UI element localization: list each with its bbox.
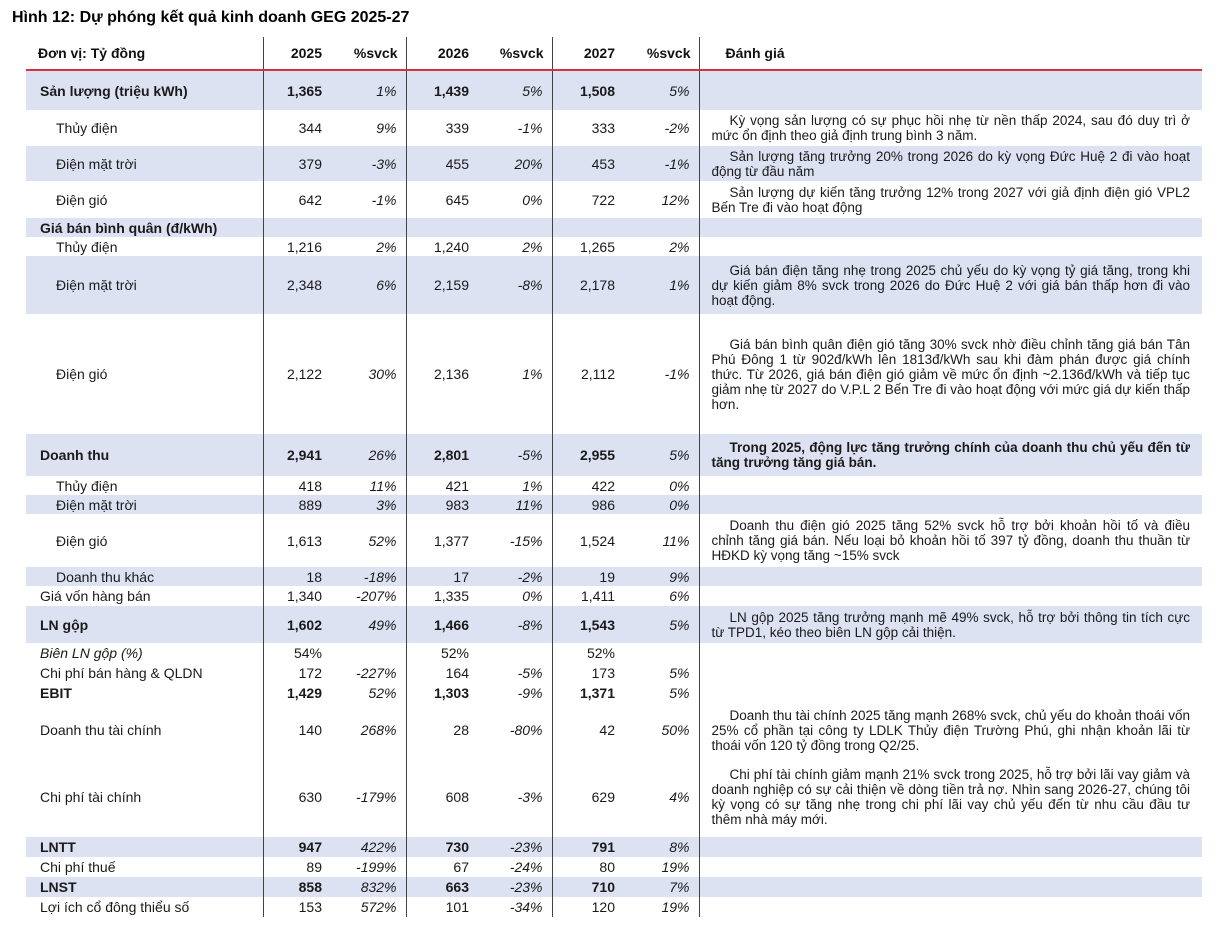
table-row [26,514,1202,567]
value-2026: 1,377 [433,532,469,549]
row-label: Điện gió [26,314,263,434]
yoy-2025: 9% [330,110,406,146]
yoy-2025: 26% [330,434,406,476]
row-label: Giá vốn hàng bán [26,586,263,606]
value-2027: 80 [599,859,615,875]
yoy-2026: 11% [477,495,552,514]
row-label: LN gộp [26,606,263,643]
value-2026: 339 [445,120,469,136]
row-label: Chi phí bán hàng & QLDN [26,663,263,683]
value-2027: 722 [591,191,615,208]
yoy-2027: 11% [623,514,699,567]
value-2026: 17 [406,567,477,586]
row-comment [699,837,1202,857]
yoy-2027: 0% [623,495,699,514]
table-row [26,495,1202,514]
figure-title: Hình 12: Dự phóng kết quả kinh doanh GEG 2025-27 [12,9,410,26]
yoy-2027: 50% [623,703,699,757]
row-label: Chi phí tài chính [26,757,263,837]
value-2025 [263,218,330,237]
yoy-2026: 1% [477,476,552,495]
yoy-2025: -18% [330,567,406,586]
header-row [26,37,1202,70]
value-2026: 455 [406,146,477,181]
value-2027: 1,508 [552,70,623,110]
table-row [26,643,1202,663]
yoy-2025: -179% [330,757,406,837]
yoy-2026: -8% [477,606,552,643]
yoy-2025-header: %svck [330,37,406,70]
table-row [26,181,1202,218]
value-2027: 986 [552,495,623,514]
row-comment: Sản lượng tăng trưởng 20% trong 2026 do kỳ vọng Đức Huệ 2 đi vào hoạt động từ đầu năm [699,146,1202,181]
yoy-2026: -23% [477,837,552,857]
row-comment [699,683,1202,703]
yoy-2026: 0% [477,586,552,606]
table-row [26,110,1202,146]
value-2026: 2,136 [433,366,469,382]
yoy-2027: 2% [623,237,699,256]
value-2025: 1,602 [263,606,330,643]
value-2027: 2,178 [552,256,623,314]
yoy-2025: 832% [330,877,406,897]
year-2026-header: 2026 [406,37,477,70]
row-comment [699,663,1202,683]
comment-header: Đánh giá [699,37,1202,70]
yoy-2025: 2% [330,237,406,256]
table-row [26,237,1202,256]
yoy-2026: -5% [477,434,552,476]
yoy-2026: 20% [477,146,552,181]
yoy-2027: 8% [623,837,699,857]
row-label: Doanh thu khác [26,567,263,586]
yoy-2026: -5% [477,663,552,683]
yoy-2025: 52% [330,514,406,567]
yoy-2026: 0% [477,181,552,218]
forecast-table [26,37,1202,917]
value-2027: 1,411 [581,588,615,604]
yoy-2027: 1% [623,256,699,314]
row-label: Điện gió [26,514,263,567]
row-label: Lợi ích cổ đông thiểu số [26,897,263,917]
yoy-2027: 5% [623,663,699,683]
table-row [26,757,1202,837]
row-comment [699,897,1202,917]
value-2025: 418 [298,477,322,494]
value-2027: 629 [591,789,615,805]
yoy-2025: 422% [330,837,406,857]
value-2026: 1,303 [433,685,469,701]
yoy-2027: 6% [623,586,699,606]
value-2027: 422 [591,477,615,494]
yoy-2027: -1% [623,146,699,181]
yoy-2026: -15% [477,514,552,567]
value-2027: 1,371 [579,685,615,701]
row-label: Điện mặt trời [26,146,263,181]
row-label: Doanh thu tài chính [26,703,263,757]
yoy-2026: 1% [477,314,552,434]
row-comment: Doanh thu tài chính 2025 tăng mạnh 268% svck, chủ yếu do khoản thoái vốn 25% cổ phần tại công ty LDLK Thủy điện Trường Phú, ghi nhận khoản lãi từ thoái vốn 120 tỷ đồng trong Q2/25. [711,707,1190,753]
value-2025: 1,429 [286,685,322,701]
value-2025: 1,216 [286,238,322,255]
value-2026: 1,439 [406,70,477,110]
yoy-2025: 3% [330,495,406,514]
value-2026: 52% [440,645,469,661]
table-row [26,663,1202,683]
yoy-2026 [477,218,552,237]
value-2027: 453 [552,146,623,181]
row-label: Giá bán bình quân (đ/kWh) [26,218,263,237]
yoy-2027: 5% [623,683,699,703]
table-row [26,146,1202,181]
yoy-2026: -1% [477,110,552,146]
yoy-2025: 11% [330,476,406,495]
value-2027: 1,543 [552,606,623,643]
value-2025: 1,365 [263,70,330,110]
yoy-2027: -2% [623,110,699,146]
table-row [26,683,1202,703]
value-2026: 608 [445,789,469,805]
value-2027: 120 [591,899,615,915]
value-2025: 1,613 [286,532,322,549]
yoy-2027: -1% [623,314,699,434]
yoy-2026: -9% [477,683,552,703]
yoy-2025: 30% [330,314,406,434]
yoy-2027-header: %svck [623,37,699,70]
table-row [26,586,1202,606]
yoy-2027: 19% [623,857,699,877]
yoy-2027: 0% [623,476,699,495]
row-comment [699,495,1202,514]
row-label: Sản lượng (triệu kWh) [26,70,263,110]
value-2025: 344 [298,120,322,136]
row-label: Thủy điện [26,237,263,256]
value-2027: 19 [552,567,623,586]
yoy-2025: 6% [330,256,406,314]
year-2027-header: 2027 [552,37,623,70]
value-2026: 1,466 [406,606,477,643]
table-row [26,837,1202,857]
value-2025: 889 [263,495,330,514]
unit-header: Đơn vị: Tỷ đồng [26,37,263,70]
row-label: Điện mặt trời [26,256,263,314]
value-2025: 2,122 [286,366,322,382]
value-2026: 645 [445,191,469,208]
row-label: LNTT [26,837,263,857]
yoy-2026: -2% [477,567,552,586]
yoy-2025 [330,643,406,663]
value-2025: 2,941 [263,434,330,476]
yoy-2027: 4% [623,757,699,837]
yoy-2026: -80% [477,703,552,757]
value-2026: 2,801 [406,434,477,476]
value-2026: 983 [406,495,477,514]
table-row [26,476,1202,495]
value-2027: 1,524 [579,532,615,549]
table-row [26,606,1202,643]
yoy-2026: -34% [477,897,552,917]
table-row [26,703,1202,757]
yoy-2025: -227% [330,663,406,683]
yoy-2025 [330,218,406,237]
yoy-2025: -3% [330,146,406,181]
year-2025-header: 2025 [263,37,330,70]
value-2026: 101 [445,899,469,915]
value-2025: 172 [298,665,322,681]
row-comment: LN gộp 2025 tăng trưởng mạnh mẽ 49% svck, hỗ trợ bởi thông tin tích cực từ TPD1, kéo theo biên LN gộp cải thiện. [699,606,1202,643]
yoy-2026-header: %svck [477,37,552,70]
yoy-2027: 5% [623,606,699,643]
row-label: Điện gió [26,181,263,218]
row-label: EBIT [26,683,263,703]
row-comment: Doanh thu điện gió 2025 tăng 52% svck hỗ trợ bởi khoản hồi tố và điều chỉnh tăng giá bán. Nếu loại bỏ khoản hồi tố 397 tỷ đồng, doanh thu thuần từ HĐKD kỳ vọng tăng ~15% svck [711,518,1190,563]
value-2027: 1,265 [579,238,615,255]
yoy-2025: -1% [330,181,406,218]
value-2027: 173 [591,665,615,681]
row-comment [699,586,1202,606]
row-label: Thủy điện [26,476,263,495]
value-2026: 663 [406,877,477,897]
yoy-2025: -199% [330,857,406,877]
row-label: Doanh thu [26,434,263,476]
row-comment: Giá bán điện tăng nhẹ trong 2025 chủ yếu do kỳ vọng tỷ giá tăng, trong khi dự kiến giảm 8% svck trong 2026 do Đức Huệ 2 với giá bán thấp hơn đi vào hoạt động. [699,256,1202,314]
row-comment: Giá bán bình quân điện gió tăng 30% svck nhờ điều chỉnh tăng giá bán Tân Phú Đông 1 từ 902đ/kWh lên 1813đ/kWh sau khi đàm phán được giá chính thức. Từ 2026, giá bán điện gió giảm về mức ổn định ~2.136đ/kWh và tiếp tục giảm nhẹ từ 2027 do V.P.L 2 Bến Tre đi vào hoạt động với mức giá dự kiến thấp hơn. [711,336,1190,412]
row-label: Điện mặt trời [26,495,263,514]
value-2025: 140 [298,722,322,738]
table-row [26,857,1202,877]
yoy-2026: -3% [477,757,552,837]
yoy-2026: 5% [477,70,552,110]
value-2027: 710 [552,877,623,897]
value-2025: 54% [293,645,322,661]
yoy-2027: 5% [623,70,699,110]
value-2027: 2,955 [552,434,623,476]
row-comment [699,857,1202,877]
row-comment: Trong 2025, động lực tăng trưởng chính của doanh thu chủ yếu đến từ tăng trưởng tăng giá bán. [699,434,1202,476]
table-row [26,256,1202,314]
yoy-2027: 19% [623,897,699,917]
row-comment [699,476,1202,495]
value-2025: 2,348 [263,256,330,314]
yoy-2025: -207% [330,586,406,606]
row-comment [699,70,1202,110]
row-comment: Kỳ vọng sản lượng có sự phục hồi nhẹ từ nền thấp 2024, sau đó duy trì ở mức ổn định theo giả định trung bình 3 năm. [711,113,1190,143]
table-row [26,218,1202,237]
table-row [26,567,1202,586]
yoy-2026 [477,643,552,663]
row-comment [699,643,1202,663]
yoy-2025: 49% [330,606,406,643]
value-2026: 164 [445,665,469,681]
value-2025: 642 [298,191,322,208]
yoy-2025: 268% [330,703,406,757]
yoy-2027: 5% [623,434,699,476]
yoy-2027 [623,218,699,237]
value-2026: 1,240 [433,238,469,255]
table-row [26,314,1202,434]
row-label: LNST [26,877,263,897]
yoy-2025: 572% [330,897,406,917]
value-2025: 379 [263,146,330,181]
value-2027 [552,218,623,237]
row-label: Biên LN gộp (%) [26,643,263,663]
value-2025: 153 [298,899,322,915]
value-2027: 791 [552,837,623,857]
yoy-2026: -23% [477,877,552,897]
yoy-2027: 12% [623,181,699,218]
yoy-2025: 52% [330,683,406,703]
yoy-2026: -8% [477,256,552,314]
value-2027: 52% [586,645,615,661]
value-2026: 730 [406,837,477,857]
value-2026: 28 [453,722,469,738]
value-2026: 421 [445,477,469,494]
row-label: Chi phí thuế [26,857,263,877]
table-row [26,897,1202,917]
table-row [26,877,1202,897]
value-2027: 2,112 [581,366,615,382]
table-row [26,70,1202,110]
value-2025: 858 [263,877,330,897]
value-2025: 630 [298,789,322,805]
value-2027: 42 [599,722,615,738]
row-label: Thủy điện [26,110,263,146]
row-comment: Sản lượng dự kiến tăng trưởng 12% trong 2027 với giả định điện gió VPL2 Bến Tre đi vào hoạt động [711,184,1190,215]
value-2026 [406,218,477,237]
value-2026: 1,335 [433,588,469,604]
yoy-2027: 9% [623,567,699,586]
row-comment [699,218,1202,237]
yoy-2027 [623,643,699,663]
value-2025: 947 [263,837,330,857]
yoy-2026: 2% [477,237,552,256]
yoy-2026: -24% [477,857,552,877]
yoy-2027: 7% [623,877,699,897]
yoy-2025: 1% [330,70,406,110]
row-comment [699,237,1202,256]
value-2026: 2,159 [406,256,477,314]
row-comment [699,877,1202,897]
row-comment [699,567,1202,586]
value-2026: 67 [453,859,469,875]
table-row [26,434,1202,476]
value-2025: 1,340 [286,588,322,604]
value-2025: 89 [306,859,322,875]
value-2025: 18 [263,567,330,586]
row-comment: Chi phí tài chính giảm mạnh 21% svck trong 2025, hỗ trợ bởi lãi vay giảm và doanh nghiệp có sự cải thiện về dòng tiền trả nợ. Nhìn sang 2026-27, chúng tôi kỳ vọng có sự tăng nhẹ trong chi phí lãi vay chủ yếu đến từ nhu cầu đầu tư thêm nhà máy mới. [711,767,1190,827]
value-2027: 333 [591,120,615,136]
